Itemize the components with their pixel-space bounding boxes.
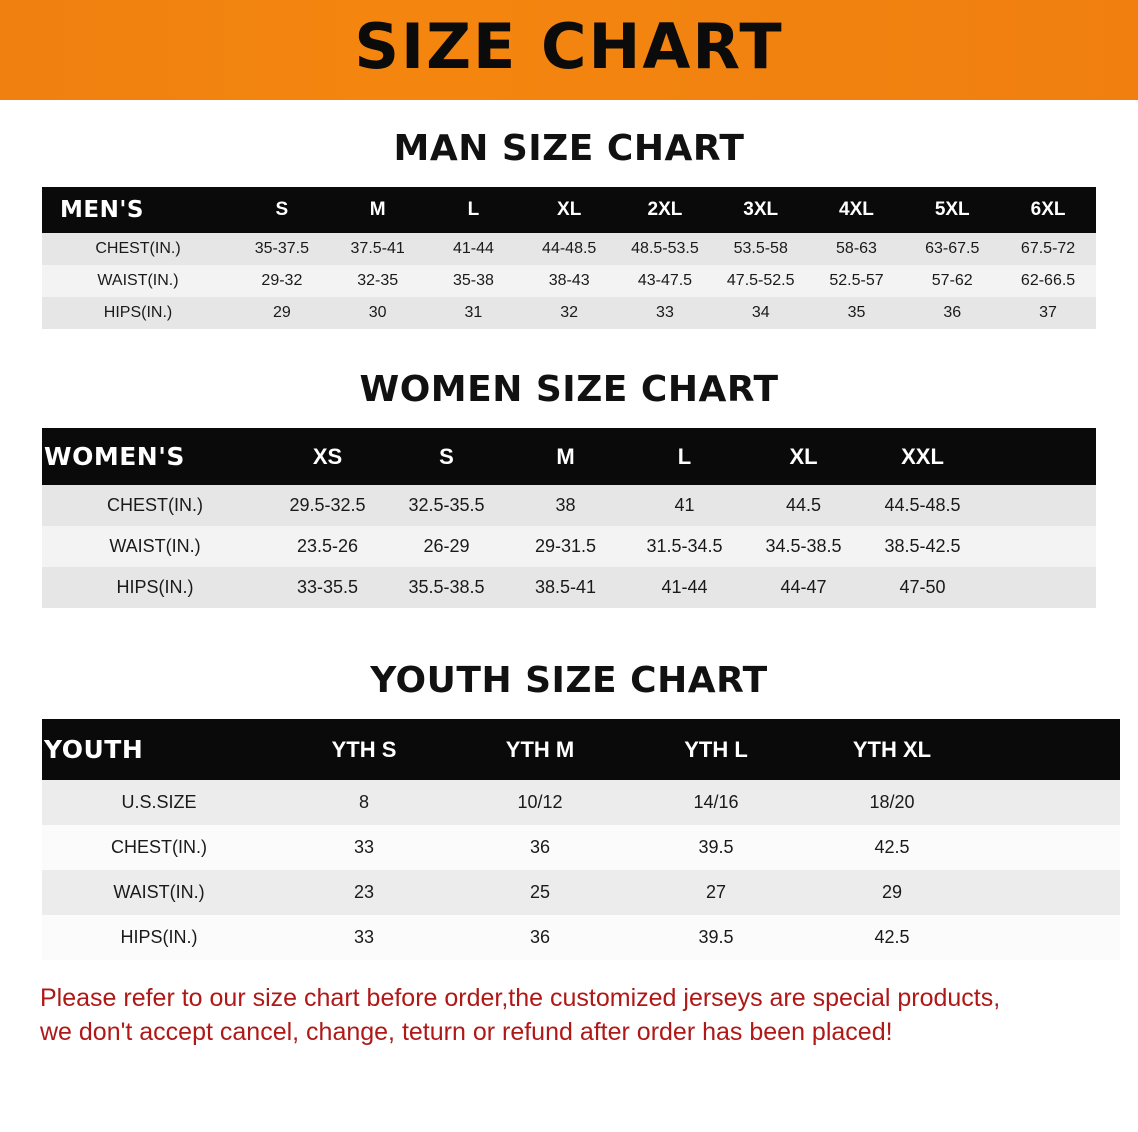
table-cell: 41 (625, 485, 744, 526)
table-row (42, 825, 1120, 870)
women-section-title: WOMEN SIZE CHART (359, 369, 779, 410)
table-header-cell: L (467, 199, 480, 220)
table-header-cell: XXL (901, 443, 944, 469)
table-cell: 53.5-58 (713, 233, 809, 265)
row-label: WAIST(IN.) (42, 265, 234, 297)
policy-note (40, 982, 1098, 1050)
policy-note-line-1: Please refer to our size chart before order,the customized jerseys are special products, (40, 984, 1001, 1012)
table-header-cell: YOUTH (44, 735, 144, 764)
table-cell: 38.5-41 (506, 567, 625, 608)
table-cell: 33 (276, 825, 452, 870)
table-cell: 35 (809, 297, 905, 329)
table-cell: 26-29 (387, 526, 506, 567)
table-header-cell: M (369, 199, 386, 220)
table-cell: 10/12 (452, 780, 628, 825)
table-cell: 38.5-42.5 (863, 526, 982, 567)
table-cell: 63-67.5 (904, 233, 1000, 265)
table-header-cell: 4XL (839, 199, 874, 220)
women-table-wrapper (42, 428, 1096, 608)
table-cell: 35-38 (426, 265, 522, 297)
table-cell: 57-62 (904, 265, 1000, 297)
table-row (42, 485, 1096, 526)
table-row (42, 915, 1120, 960)
table-cell: 29-32 (234, 265, 330, 297)
table-cell: 42.5 (804, 825, 980, 870)
policy-note-line-2: we don't accept cancel, change, teturn or refund after order has been placed! (40, 1017, 893, 1046)
table-cell: 32-35 (330, 265, 426, 297)
table-header-cell: XS (312, 443, 343, 469)
row-label: HIPS(IN.) (42, 567, 268, 608)
table-cell: 29 (234, 297, 330, 329)
table-header-cell: 5XL (934, 199, 970, 220)
table-header-cell: YTH S (331, 736, 397, 762)
table-cell: 32 (521, 297, 617, 329)
table-cell: 35.5-38.5 (387, 567, 506, 608)
table-header-cell: L (677, 443, 692, 469)
table-cell-spacer (980, 915, 1120, 960)
table-header-spacer (982, 428, 1096, 485)
row-label: HIPS(IN.) (42, 915, 276, 960)
row-label: U.S.SIZE (42, 780, 276, 825)
table-cell: 43-47.5 (617, 265, 713, 297)
table-cell: 29 (804, 870, 980, 915)
table-header-cell: WOMEN'S (44, 442, 185, 471)
table-cell: 30 (330, 297, 426, 329)
men-size-table (42, 187, 1096, 329)
table-cell: 31.5-34.5 (625, 526, 744, 567)
row-label: CHEST(IN.) (42, 485, 268, 526)
youth-table-wrapper (42, 719, 1096, 960)
table-cell: 8 (276, 780, 452, 825)
table-cell: 37.5-41 (330, 233, 426, 265)
table-cell: 37 (1000, 297, 1096, 329)
table-cell: 62-66.5 (1000, 265, 1096, 297)
table-cell: 14/16 (628, 780, 804, 825)
table-cell: 48.5-53.5 (617, 233, 713, 265)
table-cell: 38-43 (521, 265, 617, 297)
table-cell: 35-37.5 (234, 233, 330, 265)
table-row (42, 526, 1096, 567)
table-cell: 25 (452, 870, 628, 915)
table-cell-spacer (982, 526, 1096, 567)
table-cell: 33 (276, 915, 452, 960)
table-header-cell: XL (557, 199, 582, 220)
row-label: HIPS(IN.) (42, 297, 234, 329)
table-cell: 38 (506, 485, 625, 526)
table-header-cell: XL (789, 443, 818, 469)
table-cell: 52.5-57 (809, 265, 905, 297)
table-row (42, 870, 1120, 915)
table-cell: 41-44 (426, 233, 522, 265)
table-header-cell: S (439, 443, 454, 469)
table-cell-spacer (982, 485, 1096, 526)
table-cell: 33 (617, 297, 713, 329)
table-cell: 39.5 (628, 915, 804, 960)
table-header-cell: 2XL (647, 199, 683, 220)
row-label: WAIST(IN.) (42, 870, 276, 915)
table-cell: 34.5-38.5 (744, 526, 863, 567)
table-cell: 36 (452, 825, 628, 870)
table-cell: 33-35.5 (268, 567, 387, 608)
women-size-table (42, 428, 1096, 608)
table-row (42, 567, 1096, 608)
table-cell: 44-48.5 (521, 233, 617, 265)
youth-section-title: YOUTH SIZE CHART (370, 660, 768, 701)
table-cell: 44.5-48.5 (863, 485, 982, 526)
table-cell: 39.5 (628, 825, 804, 870)
table-cell: 32.5-35.5 (387, 485, 506, 526)
table-header-spacer (980, 719, 1120, 780)
table-header-cell: YTH L (684, 736, 748, 762)
table-cell: 36 (904, 297, 1000, 329)
table-header-row (42, 187, 1096, 233)
table-row (42, 780, 1120, 825)
table-row (42, 233, 1096, 265)
table-cell: 41-44 (625, 567, 744, 608)
table-header-cell: 6XL (1030, 199, 1066, 220)
table-cell: 31 (426, 297, 522, 329)
table-cell: 23 (276, 870, 452, 915)
table-cell: 47-50 (863, 567, 982, 608)
table-header-cell: YTH M (505, 736, 575, 762)
table-cell: 36 (452, 915, 628, 960)
table-cell: 47.5-52.5 (713, 265, 809, 297)
table-cell: 29.5-32.5 (268, 485, 387, 526)
table-cell-spacer (980, 780, 1120, 825)
table-row (42, 297, 1096, 329)
table-header-cell: M (556, 443, 575, 469)
table-cell: 44-47 (744, 567, 863, 608)
table-cell: 29-31.5 (506, 526, 625, 567)
table-row (42, 265, 1096, 297)
table-cell: 34 (713, 297, 809, 329)
row-label: CHEST(IN.) (42, 233, 234, 265)
table-header-cell: 3XL (743, 199, 779, 220)
row-label: CHEST(IN.) (42, 825, 276, 870)
table-header-cell: MEN'S (60, 197, 144, 223)
table-cell: 67.5-72 (1000, 233, 1096, 265)
table-cell: 58-63 (809, 233, 905, 265)
table-cell: 18/20 (804, 780, 980, 825)
youth-size-table (42, 719, 1120, 960)
page-title: SIZE CHART (354, 10, 784, 83)
table-cell: 42.5 (804, 915, 980, 960)
table-cell: 27 (628, 870, 804, 915)
table-header-cell: S (275, 199, 289, 220)
table-header-cell: YTH XL (852, 736, 932, 762)
table-cell: 44.5 (744, 485, 863, 526)
table-cell-spacer (982, 567, 1096, 608)
table-header-row (42, 428, 1096, 485)
row-label: WAIST(IN.) (42, 526, 268, 567)
table-cell: 23.5-26 (268, 526, 387, 567)
page-banner (0, 0, 1138, 100)
men-section-title: MAN SIZE CHART (393, 128, 745, 169)
table-header-row (42, 719, 1120, 780)
table-cell-spacer (980, 825, 1120, 870)
men-table-wrapper (42, 187, 1096, 329)
table-cell-spacer (980, 870, 1120, 915)
